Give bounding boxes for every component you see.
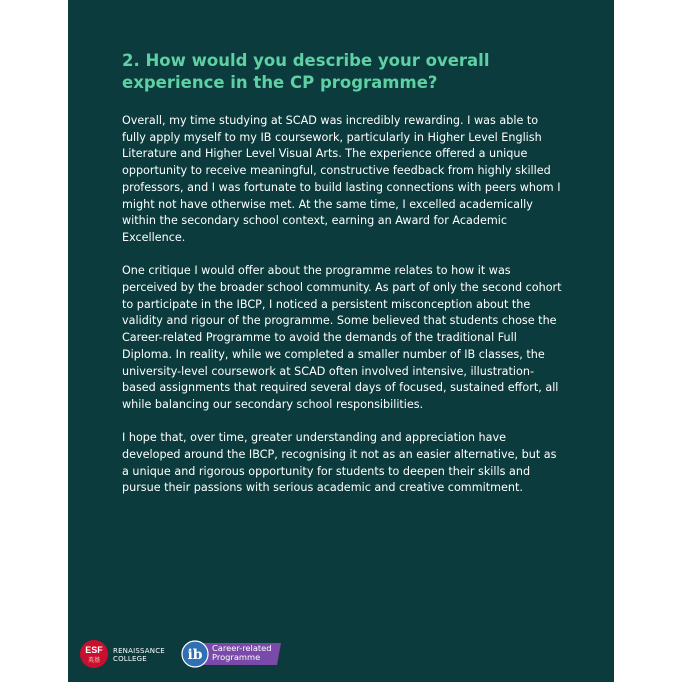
answer-paragraph: I hope that, over time, greater understanding and appreciation have developed around the IBCP, recognising it not as an easier alternative, but as a unique and rigorous opportunity for students to deepen their skills and pursue their passions with serious academic and creative commitment. bbox=[122, 431, 557, 495]
school-name-line: RENAISSANCE bbox=[113, 647, 165, 655]
document-page bbox=[68, 0, 614, 682]
esf-logo-chinese: 英基 bbox=[87, 657, 101, 664]
school-name-line: COLLEGE bbox=[113, 655, 147, 663]
ib-logo-text: ib bbox=[187, 647, 203, 663]
esf-logo bbox=[80, 640, 108, 668]
question-heading: 2. How would you describe your overall experience in the CP programme? bbox=[122, 51, 490, 92]
answer-paragraph: One critique I would offer about the programme relates to how it was perceived by the broader school community. As part of only the second cohort to participate in the IBCP, I noticed a persistent misconception about the validity and rigour of the programme. Some believed that students chose the Career-related Programme to avoid the demands of the traditional Full Diploma. In reality, while we completed a smaller number of IB classes, the university-level coursework at SCAD often involved intensive, illustration-based assignments that required several days of focused, sustained effort, all while balancing our secondary school responsibilities. bbox=[122, 264, 562, 411]
answer-text bbox=[122, 113, 562, 514]
school-name bbox=[113, 647, 183, 663]
answer-paragraph: Overall, my time studying at SCAD was incredibly rewarding. I was able to fully apply myself to my IB coursework, particularly in Higher Level English Literature and Higher Level Visual Arts. The experience offered a unique opportunity to receive meaningful, constructive feedback from highly skilled professors, and I was fortunate to build lasting connections with peers whom I might not have otherwise met. At the same time, I excelled academically within the secondary school context, earning an Award for Academic Excellence. bbox=[122, 114, 561, 244]
ib-label-line: Programme bbox=[212, 652, 261, 662]
ib-programme-label bbox=[212, 644, 278, 662]
ib-label-line: Career-related bbox=[212, 643, 272, 653]
esf-logo-text: ESF bbox=[85, 645, 103, 655]
